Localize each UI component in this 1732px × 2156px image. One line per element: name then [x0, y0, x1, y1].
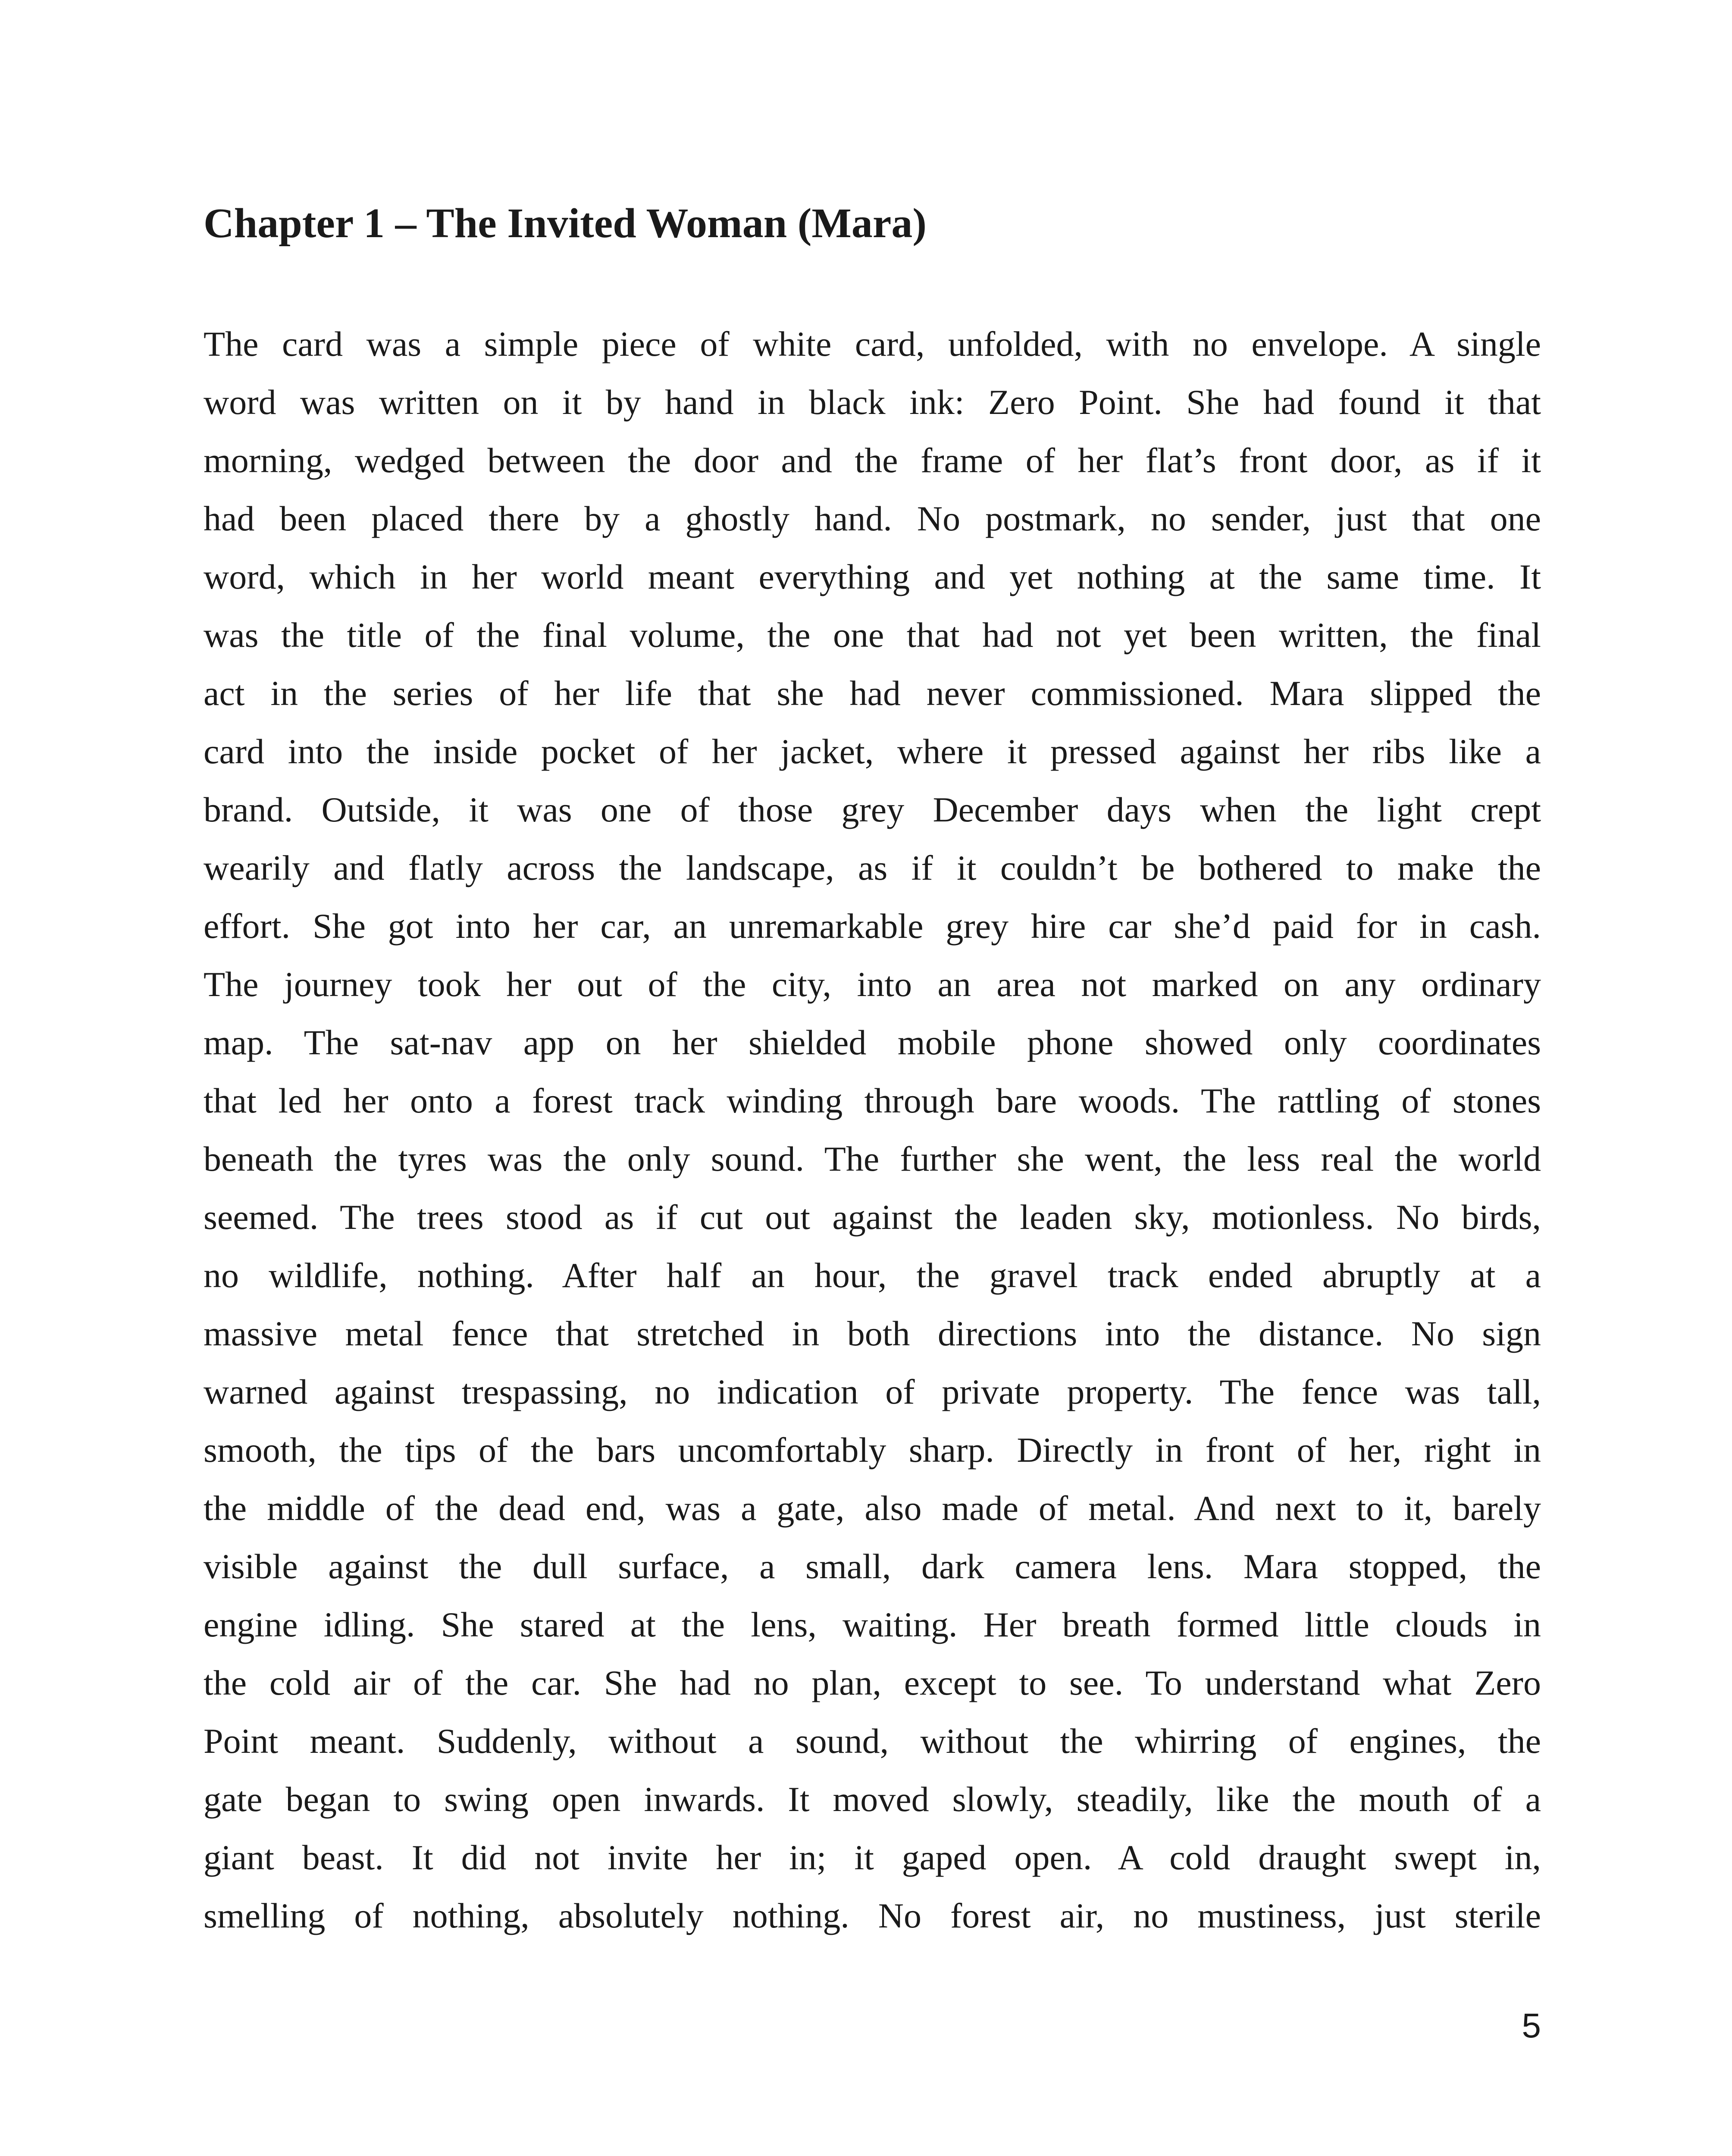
text-line: massive metal fence that stretched in both directions into the distance. No sign [204, 1314, 1541, 1353]
text-line: map. The sat-nav app on her shielded mobile phone showed only coordinates [204, 1023, 1541, 1062]
text-line: word, which in her world meant everything and yet nothing at the same time. It [204, 557, 1541, 596]
page-number: 5 [1522, 2006, 1541, 2045]
chapter-title: Chapter 1 – The Invited Woman (Mara) [204, 200, 927, 247]
text-line: warned against trespassing, no indication of private property. The fence was tall, [204, 1372, 1541, 1411]
text-line: visible against the dull surface, a small, dark camera lens. Mara stopped, the [204, 1547, 1541, 1586]
text-line: the middle of the dead end, was a gate, also made of metal. And next to it, barely [204, 1489, 1541, 1528]
text-line: smelling of nothing, absolutely nothing. No forest air, no mustiness, just sterile [204, 1896, 1541, 1935]
text-line: that led her onto a forest track winding through bare woods. The rattling of stones [204, 1081, 1541, 1120]
text-line: engine idling. She stared at the lens, waiting. Her breath formed little clouds in [204, 1605, 1541, 1644]
text-line: no wildlife, nothing. After half an hour, the gravel track ended abruptly at a [204, 1256, 1541, 1295]
text-line: The journey took her out of the city, into an area not marked on any ordinary [204, 965, 1541, 1004]
text-line: wearily and flatly across the landscape, as if it couldn’t be bothered to make the [204, 848, 1541, 887]
text-line: effort. She got into her car, an unremarkable grey hire car she’d paid for in cash. [204, 906, 1541, 946]
text-line: was the title of the final volume, the one that had not yet been written, the final [204, 615, 1541, 655]
text-line: word was written on it by hand in black ink: Zero Point. She had found it that [204, 382, 1541, 422]
text-line: beneath the tyres was the only sound. The further she went, the less real the world [204, 1139, 1541, 1178]
text-line: morning, wedged between the door and the frame of her flat’s front door, as if it [204, 441, 1541, 480]
text-line: gate began to swing open inwards. It moved slowly, steadily, like the mouth of a [204, 1780, 1541, 1819]
body-paragraph [204, 315, 1541, 1945]
text-line: card into the inside pocket of her jacket, where it pressed against her ribs like a [204, 732, 1541, 771]
text-line: the cold air of the car. She had no plan, except to see. To understand what Zero [204, 1663, 1541, 1702]
text-line: had been placed there by a ghostly hand. No postmark, no sender, just that one [204, 499, 1541, 538]
text-line: brand. Outside, it was one of those grey December days when the light crept [204, 790, 1541, 829]
text-line: seemed. The trees stood as if cut out against the leaden sky, motionless. No birds, [204, 1197, 1541, 1237]
text-line: The card was a simple piece of white card, unfolded, with no envelope. A single [204, 324, 1541, 364]
text-line: Point meant. Suddenly, without a sound, without the whirring of engines, the [204, 1721, 1541, 1761]
text-line: act in the series of her life that she had never commissioned. Mara slipped the [204, 674, 1541, 713]
text-line: giant beast. It did not invite her in; it gaped open. A cold draught swept in, [204, 1838, 1541, 1877]
text-line: smooth, the tips of the bars uncomfortably sharp. Directly in front of her, right in [204, 1430, 1541, 1470]
